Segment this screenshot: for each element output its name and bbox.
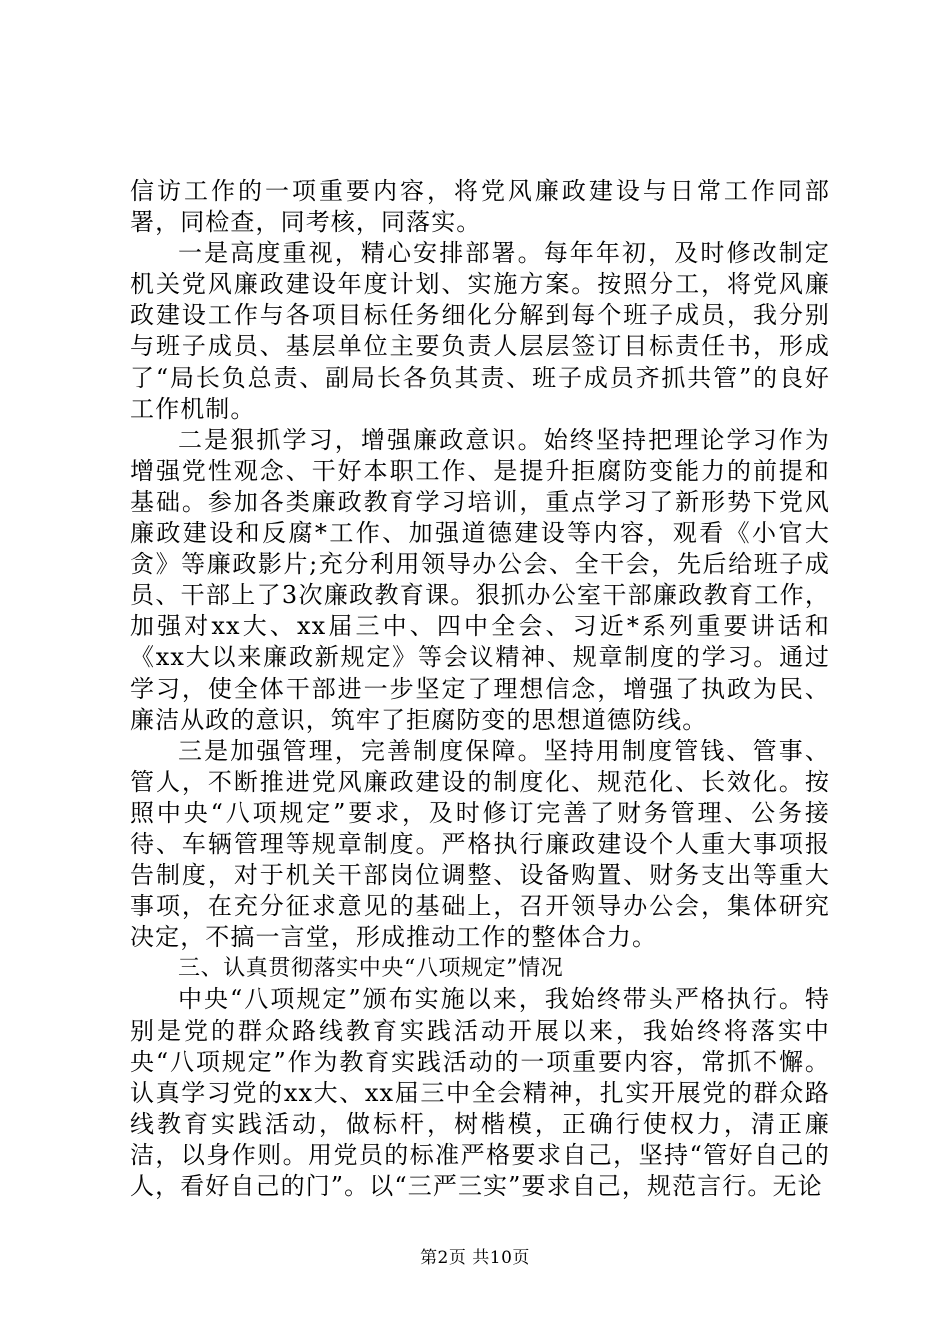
paragraph-eight-rules: 中央“八项规定”颁布实施以来，我始终带头严格执行。特别是党的群众路线教育实践活动开展以来，我始终将落实中央“八项规定”作为教育实践活动的一项重要内容，常抓不懈。认真学习党的xx大、xx届三中全会精神，扎实开展党的群众路线教育实践活动，做标杆，树楷模，正确行使权力，清正廉洁，以身作则。用党员的标准严格要求自己，坚持“管好自己的人，看好自己的门”。以“三严三实”要求自己，规范言行。无论 — [130, 985, 830, 1200]
page-number-footer: 第2页 共10页 — [420, 1248, 530, 1268]
paragraph-third-point: 三是加强管理，完善制度保障。坚持用制度管钱、管事、管人，不断推进党风廉政建设的制度化、规范化、长效化。按照中央“八项规定”要求，及时修订完善了财务管理、公务接待、车辆管理等规章制度。严格执行廉政建设个人重大事项报告制度，对于机关干部岗位调整、设备购置、财务支出等重大事项，在充分征求意见的基础上，召开领导办公会，集体研究决定，不搞一言堂，形成推动工作的整体合力。 — [130, 736, 830, 952]
paragraph-first-point: 一是高度重视，精心安排部署。每年年初，及时修改制定机关党风廉政建设年度计划、实施方案。按照分工，将党风廉政建设工作与各项目标任务细化分解到每个班子成员，我分别与班子成员、基层单位主要负责人层层签订目标责任书，形成了“局长负总责、副局长各负其责、班子成员齐抓共管”的良好工作机制。 — [130, 239, 830, 423]
paragraph-continuation: 信访工作的一项重要内容，将党风廉政建设与日常工作同部署，同检查，同考核，同落实。 — [130, 177, 830, 237]
section-heading: 三、认真贯彻落实中央“八项规定”情况 — [178, 956, 564, 982]
document-body — [130, 176, 830, 1202]
paragraph-second-point: 二是狠抓学习，增强廉政意识。始终坚持把理论学习作为增强党性观念、干好本职工作、是提升拒腐防变能力的前提和基础。参加各类廉政教育学习培训，重点学习了新形势下党风廉政建设和反腐*工作、加强道德建设等内容，观看《小官大贪》等廉政影片;充分利用领导办公会、全干会，先后给班子成员、干部上了3次廉政教育课。狠抓办公室干部廉政教育工作，加强对xx大、xx届三中、四中全会、习近*系列重要讲话和《xx大以来廉政新规定》等会议精神、规章制度的学习。通过学习，使全体干部进一步坚定了理想信念，增强了执政为民、廉洁从政的意识，筑牢了拒腐防变的思想道德防线。 — [130, 425, 830, 734]
